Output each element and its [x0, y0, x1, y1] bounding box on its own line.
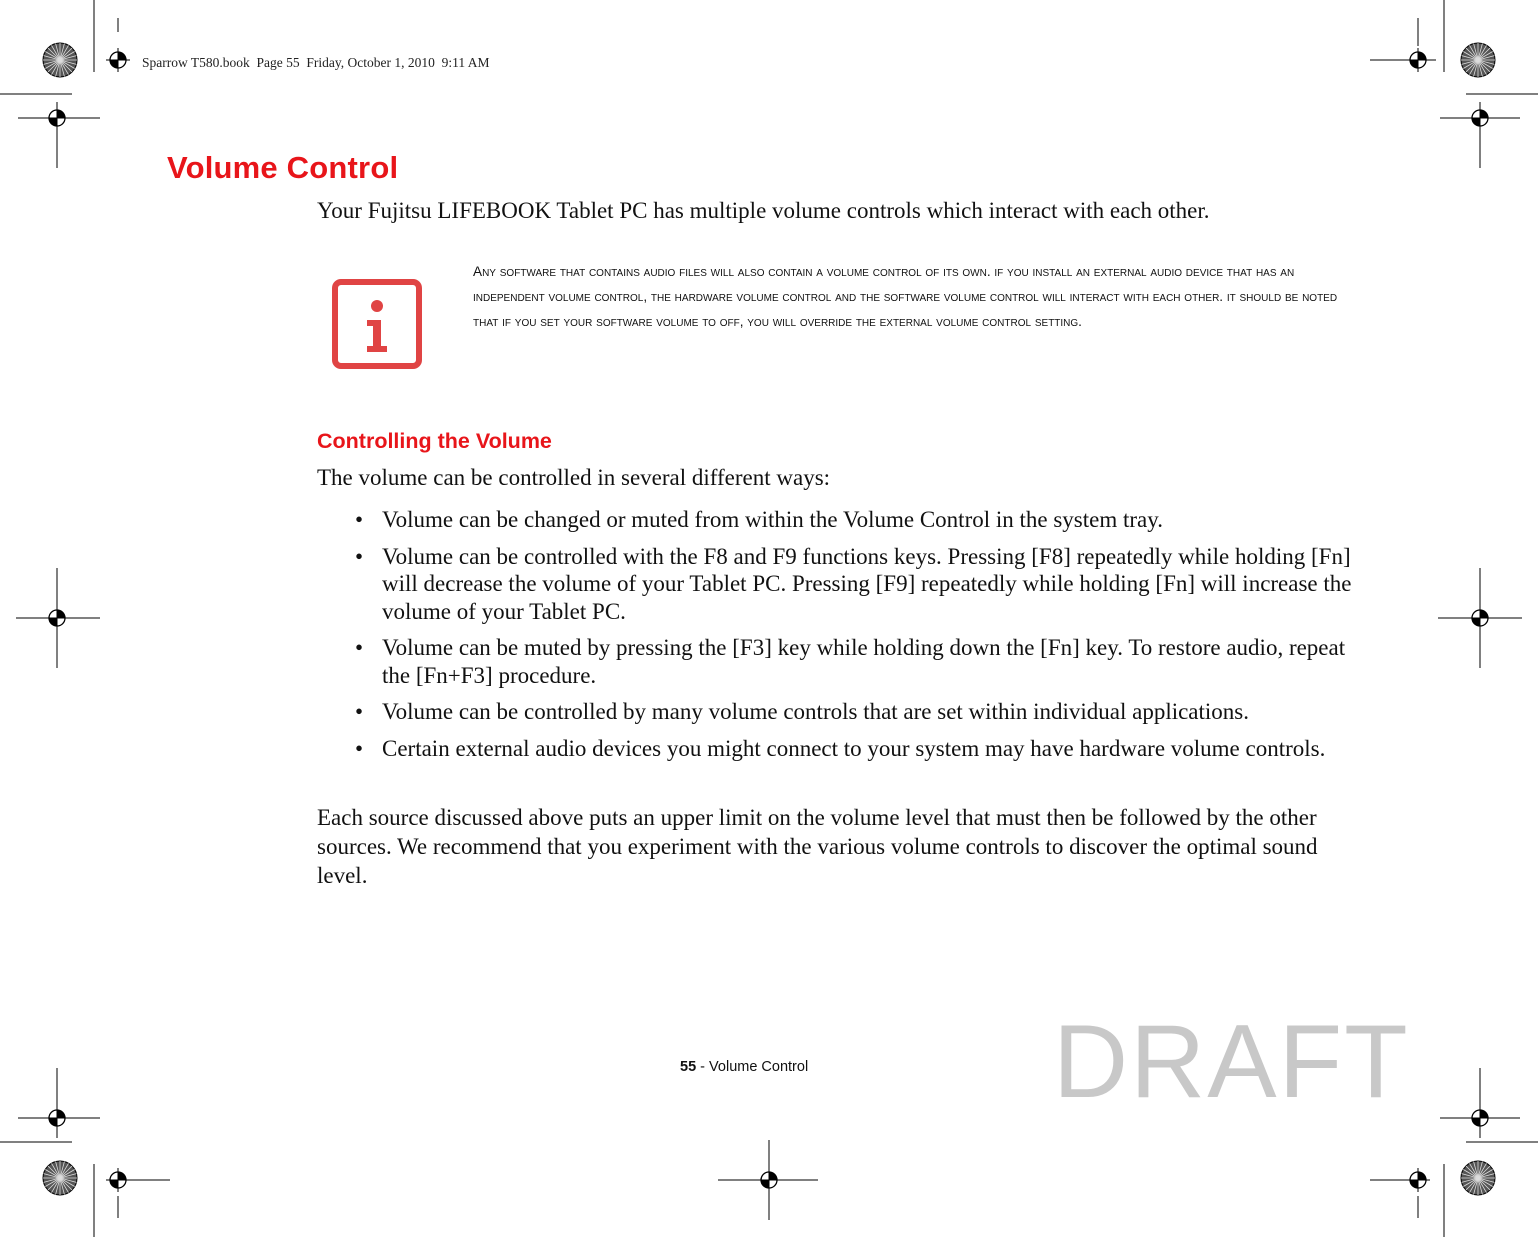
registration-quadrant — [769, 1172, 777, 1180]
list-item-text: Certain external audio devices you might connect to your system may have hardware volume controls. — [382, 735, 1326, 761]
bullet-list — [317, 506, 1367, 771]
registration-quadrant — [110, 1180, 118, 1188]
draft-watermark: DRAFT — [1053, 1004, 1410, 1120]
registration-quadrant — [49, 118, 57, 126]
list-item-text: Volume can be controlled by many volume controls that are set within individual applications. — [382, 699, 1249, 724]
list-item — [317, 698, 1367, 726]
print-slug: Sparrow T580.book Page 55 Friday, October 1, 2010 9:11 AM — [142, 55, 490, 70]
registration-quadrant — [1480, 610, 1488, 618]
caution-note: Any software that contains audio files will also contain a volume control of its own. if you install an external audio device that has an independent volume control, the hardware volume control and the software volume control will interact with each other. it should be noted that if you set your software volume to off, you will override the external volume control setting. — [473, 264, 1338, 330]
registration-quadrant — [761, 1180, 769, 1188]
registration-quadrant — [49, 618, 57, 626]
registration-quadrant — [57, 110, 65, 118]
page-number: 55 — [680, 1059, 697, 1075]
bullet-icon: • — [355, 543, 364, 569]
registration-quadrant — [118, 52, 126, 60]
registration-quadrant — [1472, 118, 1480, 126]
info-icon — [331, 278, 423, 370]
registration-quadrant — [110, 60, 118, 68]
registration-quadrant — [49, 1118, 57, 1126]
list-item — [317, 543, 1367, 626]
closing-paragraph: Each source discussed above puts an upper limit on the volume level that must then be followed by the other sources. We recommend that you experiment with the various volume controls to discover the optimal sound level. — [317, 805, 1318, 888]
bullet-icon: • — [355, 699, 364, 724]
registration-quadrant — [1410, 1180, 1418, 1188]
list-item — [317, 735, 1367, 763]
bullet-icon: • — [355, 635, 364, 660]
list-item — [317, 634, 1367, 689]
registration-quadrant — [1480, 1110, 1488, 1118]
list-item-text: Volume can be changed or muted from within the Volume Control in the system tray. — [382, 507, 1164, 532]
registration-quadrant — [1472, 618, 1480, 626]
list-item-text: Volume can be controlled with the F8 and F9 functions keys. Pressing [F8] repeatedly while holding [Fn] will decrease the volume of your Tablet PC. Pressing [F9] repeatedly while holding [Fn] will increase the volume of your Tablet PC. — [382, 543, 1352, 624]
registration-quadrant — [1418, 1172, 1426, 1180]
registration-quadrant — [57, 1110, 65, 1118]
page-title: Volume Control — [167, 150, 399, 185]
footer-label: Volume Control — [709, 1059, 809, 1075]
registration-quadrant — [1418, 52, 1426, 60]
registration-quadrant — [57, 610, 65, 618]
registration-quadrant — [118, 1172, 126, 1180]
list-item — [317, 506, 1367, 534]
intro-paragraph: Your Fujitsu LIFEBOOK Tablet PC has multiple volume controls which interact with each other. — [317, 198, 1210, 223]
subsection-title: Controlling the Volume — [317, 429, 552, 453]
bullet-icon: • — [355, 507, 364, 532]
subsection-lead: The volume can be controlled in several different ways: — [317, 465, 831, 490]
registration-quadrant — [1480, 110, 1488, 118]
bullet-icon: • — [355, 735, 364, 761]
registration-quadrant — [1472, 1118, 1480, 1126]
footer-separator: - — [696, 1059, 710, 1075]
list-item-text: Volume can be muted by pressing the [F3] key while holding down the [Fn] key. To restore audio, repeat the [Fn+F3] procedure. — [382, 635, 1346, 688]
registration-quadrant — [1410, 60, 1418, 68]
page-footer — [680, 1059, 808, 1075]
